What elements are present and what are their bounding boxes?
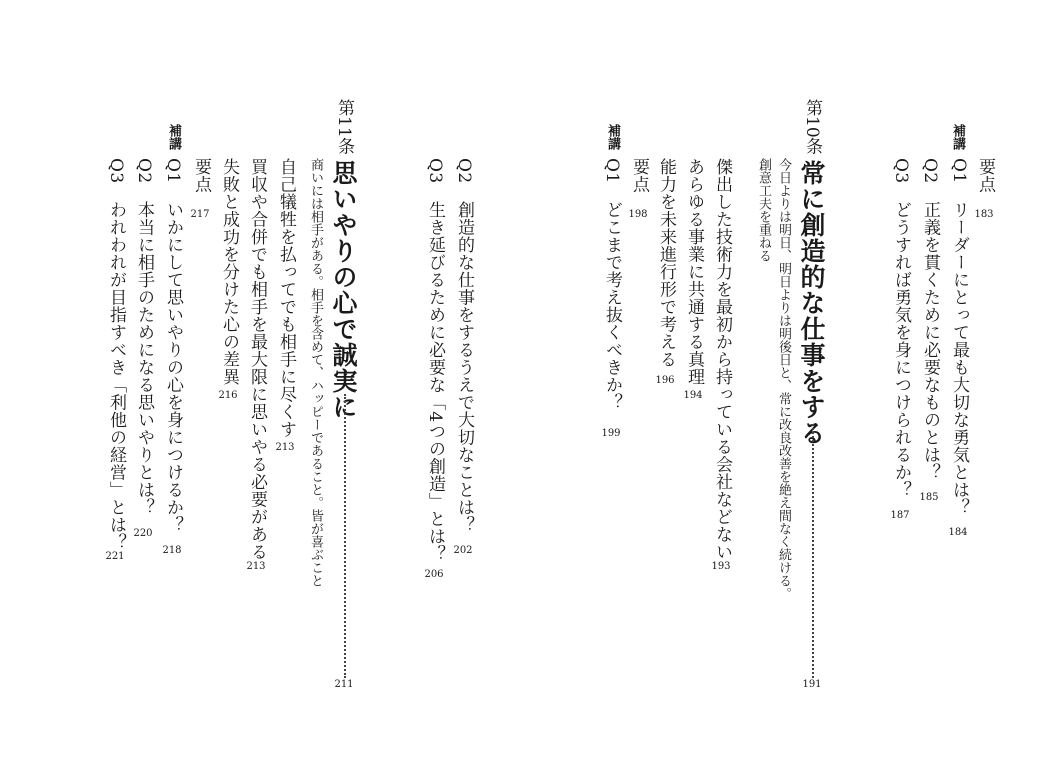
toc-entry-page: 217 xyxy=(190,209,210,220)
toc-entry-label[interactable]: 買収や合併でも相手を最大限に思いやる必要がある xyxy=(247,158,267,561)
toc-entry-page: 183 xyxy=(974,209,994,220)
chapter-subtitle: 商いには相手がある。相手を含めて、ハッピーであること。皆が喜ぶこと xyxy=(308,158,323,587)
toc-entry-page: 216 xyxy=(218,390,238,401)
toc-entry-page: 187 xyxy=(890,510,910,521)
chapter-subtitle: 創意工夫を重ねる xyxy=(756,158,771,262)
toc-entry-page: 213 xyxy=(246,561,266,572)
hoko-label: 補講 xyxy=(950,124,965,150)
toc-entry-label[interactable]: 要点 xyxy=(191,158,211,193)
toc-entry-page: 198 xyxy=(628,209,648,220)
hoko-label: 補講 xyxy=(605,124,620,150)
toc-entry-page: 220 xyxy=(133,528,153,539)
chapter-number: 第10条 xyxy=(802,99,822,155)
toc-entry-label[interactable]: Q2 本当に相手のためになる思いやりとは？ xyxy=(134,158,154,517)
toc-entry-page: 194 xyxy=(683,390,703,401)
toc-entry-label[interactable]: Q3 どうすれば勇気を身につけられるか？ xyxy=(891,158,911,499)
toc-entry-label[interactable]: 傑出した技術力を最初から持っている会社などない xyxy=(712,158,732,561)
toc-entry-label[interactable]: 失敗と成功を分けた心の差異 xyxy=(219,158,239,386)
toc-entry-page: 185 xyxy=(919,492,939,503)
toc-entry-label[interactable]: 自己犠牲を払ってでも相手に尽くす xyxy=(276,158,296,438)
toc-entry-page: 184 xyxy=(948,527,968,538)
chapter-title[interactable]: 思いやりの心で誠実に xyxy=(329,160,358,420)
toc-entry-label[interactable]: Q3 生き延びるために必要な「4つの創造」とは？ xyxy=(425,158,445,563)
toc-entry-page: 221 xyxy=(105,551,125,562)
toc-entry-page: 206 xyxy=(424,569,444,580)
toc-entry-label[interactable]: Q2 正義を貫くために必要なものとは？ xyxy=(920,158,940,482)
toc-entry-page: 193 xyxy=(711,561,731,572)
toc-entry-label[interactable]: 能力を未来進行形で考える xyxy=(656,158,676,368)
chapter-title[interactable]: 常に創造的な仕事をする xyxy=(797,160,826,446)
toc-entry-label[interactable]: Q2 創造的な仕事をするうえで大切なことは？ xyxy=(454,158,474,534)
leader-dots xyxy=(812,424,814,678)
toc-entry-page: 196 xyxy=(655,375,675,386)
toc-entry-label[interactable]: Q1 いかにして思いやりの心を身につけるか？ xyxy=(163,158,183,534)
toc-entry-page: 213 xyxy=(275,442,295,453)
toc-entry-page: 218 xyxy=(162,545,182,556)
toc-entry-label[interactable]: Q3 われわれが目指すべき「利他の経営」とは？ xyxy=(106,158,126,552)
chapter-subtitle: 今日よりは明日、明日よりは明後日と、常に改良改善を絶え間なく続ける。 xyxy=(776,158,791,600)
toc-entry-label[interactable]: あらゆる事業に共通する真理 xyxy=(684,158,704,386)
toc-entry-label[interactable]: 要点 xyxy=(975,158,995,193)
chapter-page: 191 xyxy=(802,679,822,690)
toc-entry-page: 199 xyxy=(601,428,621,439)
hoko-label: 補講 xyxy=(166,124,181,150)
toc-entry-label[interactable]: Q1 リーダーにとって最も大切な勇気とは？ xyxy=(949,158,969,517)
toc-entry-label[interactable]: 要点 xyxy=(629,158,649,193)
chapter-number: 第11条 xyxy=(334,99,354,155)
toc-entry-page: 202 xyxy=(453,545,473,556)
chapter-page: 211 xyxy=(334,679,354,690)
leader-dots xyxy=(344,394,346,678)
toc-entry-label[interactable]: Q1 どこまで考え抜くべきか？ xyxy=(602,158,622,412)
